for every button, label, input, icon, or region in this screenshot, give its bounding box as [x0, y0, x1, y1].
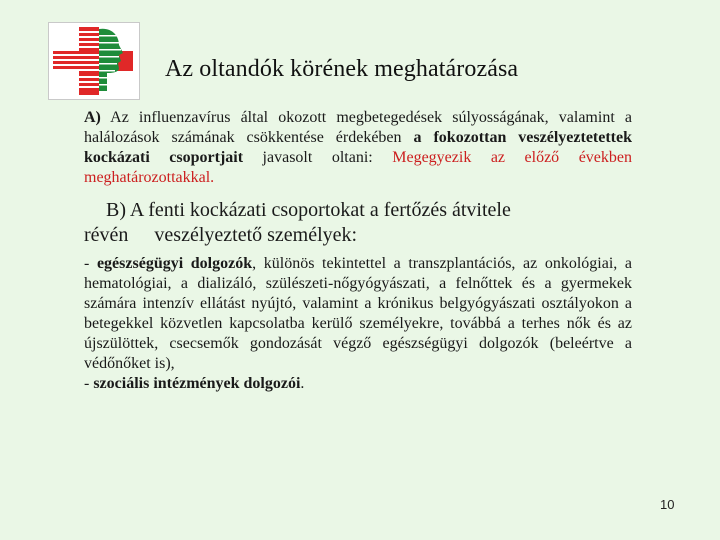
dash-1: -	[84, 255, 97, 272]
section-b-heading-rest: veszélyeztető személyek:	[154, 224, 358, 246]
slide-body	[84, 108, 632, 394]
section-c-end: .	[300, 375, 305, 392]
section-b-heading-word: révén	[84, 224, 129, 246]
section-b-heading	[84, 198, 632, 248]
section-a-label: A)	[84, 109, 101, 126]
page-number: 10	[660, 497, 675, 512]
medical-cross-logo-icon	[48, 22, 140, 100]
paragraph-a	[84, 108, 632, 188]
section-a-text2: javasolt oltani:	[243, 149, 393, 166]
slide-title: Az oltandók körének meghatározása	[165, 56, 519, 82]
paragraph-c	[84, 254, 632, 394]
section-a-text1: Az influenzavírus által okozott megbetegedések súlyosságának, valamint a halálozások számának csökkentése érdekében	[84, 109, 632, 146]
section-c-bold1: egészségügyi dolgozók	[96, 255, 253, 272]
section-c-text1: , különös tekintettel a transzplantációs, az onkológiai, a hematológiai, a dializáló, szülészeti-nőgyógyászati, a felnőttek és a gyermekek számára intenzív ellátást nyújtó, valamint a krónikus belgyógyászati osztályokon a betegekkel közvetlen kapcsolatba kerülő személyekre, továbbá a terhes nők és az újszülöttek, csecsemők gondozását végző egészségügyi dolgozók (beleértve a védőnőket is),	[84, 255, 633, 372]
section-a-red-text: Megegyezik az előző években meghatározottakkal.	[84, 149, 633, 186]
section-b-heading-line1: B) A fenti kockázati csoportokat a fertőzés átvitele	[106, 199, 511, 221]
section-a-bold: a fokozottan veszélyeztetettek kockázati csoportjait	[84, 129, 633, 166]
section-c-bold2: szociális intézmények dolgozói	[93, 375, 301, 392]
dash-2: -	[84, 375, 94, 392]
